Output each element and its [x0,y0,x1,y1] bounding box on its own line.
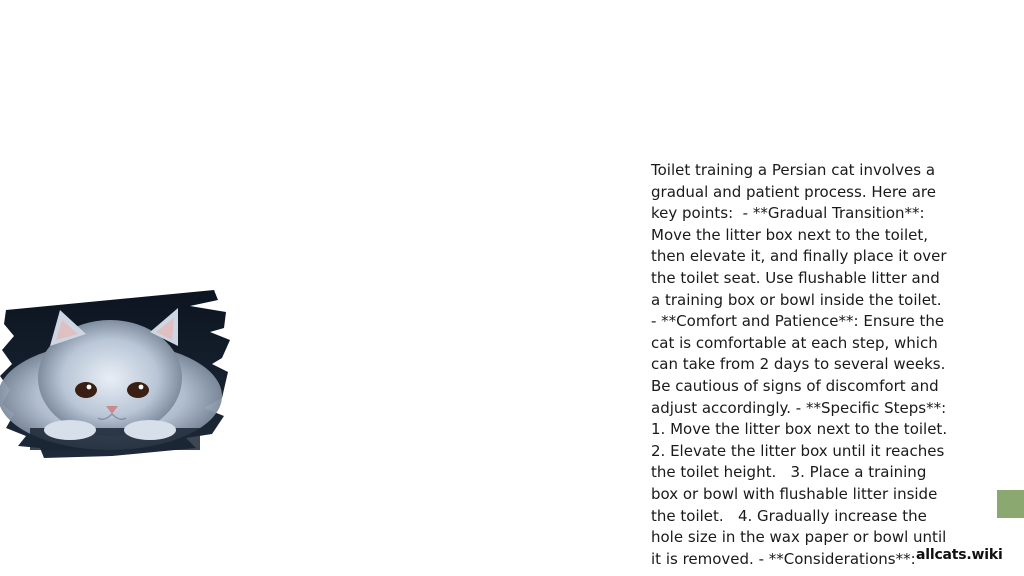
article-body-text: Toilet training a Persian cat involves a gradual and patient process. Here are key points: - **Gradual Transition**: Move the litter box next to the toilet, then elevate it, and finally place it over the toilet seat. Use flushable litter and a training box or bowl inside the toilet. - **Comfort and Patience**: Ensure the cat is comfortable at each step, which can take from 2 days to several weeks. Be cautious of signs of discomfort and adjust accordingly. - **Specific Steps**: 1. Move the litter box next to the toilet. 2. Elevate the litter box until it reaches the toilet height. 3. Place a training box or bowl with flushable litter inside the toilet. 4. Gradually increase the hole size in the wax paper or bowl until it is removed. - **Considerations**: [651,161,962,568]
accent-square [997,490,1024,518]
site-watermark: allcats.wiki [916,547,1003,563]
persian-cat-photo [0,288,232,460]
